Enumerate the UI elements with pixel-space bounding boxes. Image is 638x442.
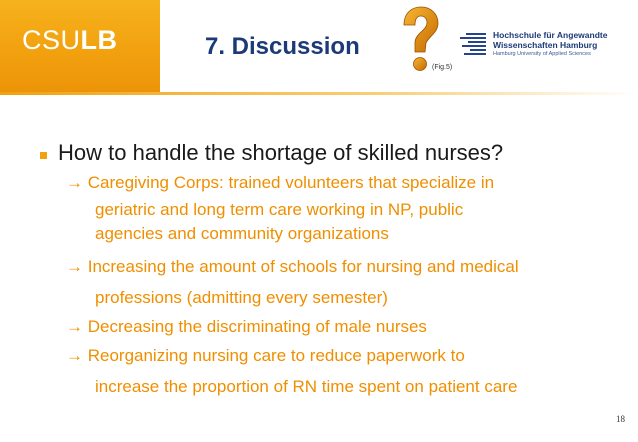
haw-name-line1: Hochschule für Angewandte [493, 30, 608, 40]
haw-logo [460, 30, 620, 64]
haw-name-line3: Hamburg University of Applied Sciences [493, 51, 591, 57]
csulb-logo-text: CSULB [22, 25, 118, 55]
bullet-marker [40, 152, 47, 159]
list-item: → Decreasing the discriminating of male nurses [66, 317, 427, 336]
list-item: → Caregiving Corps: trained volunteers that specialize in [66, 173, 495, 192]
slide-title: 7. Discussion [205, 33, 360, 60]
header-divider [0, 92, 638, 95]
list-item: professions (admitting every semester) [95, 288, 388, 307]
csulb-logo [0, 0, 160, 92]
list-item: increase the proportion of RN time spent on patient care [95, 377, 518, 396]
list-item: agencies and community organizations [95, 224, 389, 243]
haw-logo-mark [460, 33, 486, 57]
page-number: 18 [616, 414, 625, 424]
list-item: → Increasing the amount of schools for nursing and medical [66, 257, 519, 276]
figure-caption: (Fig.5) [432, 64, 453, 71]
haw-name-line2: Wissenschaften Hamburg [493, 40, 598, 50]
list-item: → Reorganizing nursing care to reduce paperwork to [66, 346, 465, 365]
main-question: How to handle the shortage of skilled nurses? [58, 140, 504, 165]
list-item: geriatric and long term care working in NP, public [95, 200, 464, 219]
